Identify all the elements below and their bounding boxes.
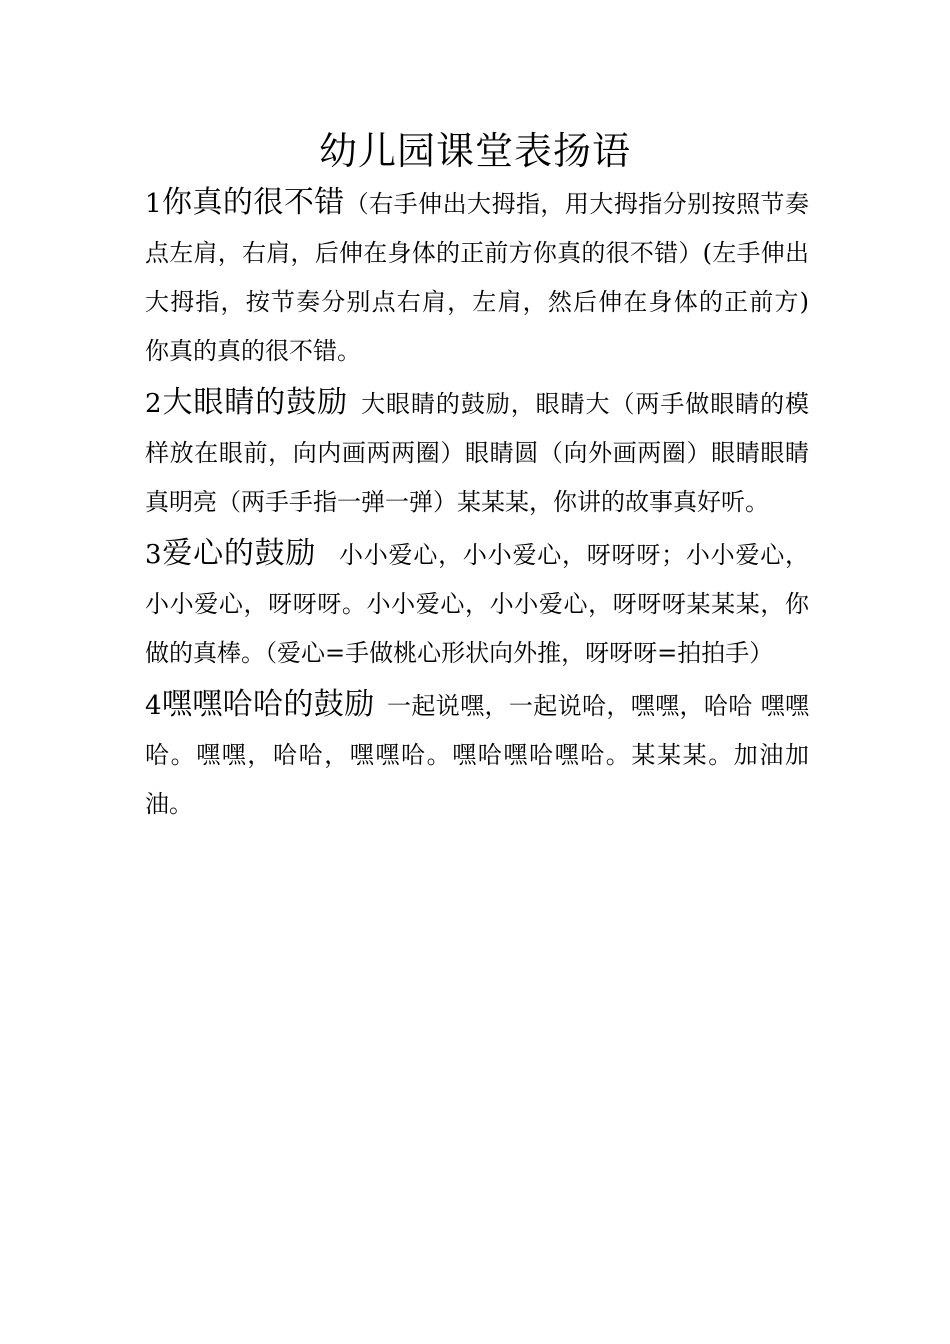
item-heading: 爱心的鼓励 (161, 536, 317, 571)
praise-item-3 (145, 529, 809, 678)
item-number: 2 (145, 389, 162, 419)
item-heading: 嘿嘿哈哈的鼓励 (161, 687, 375, 722)
item-heading: 你真的很不错 (161, 185, 345, 220)
item-body: 小小爱心，小小爱心，呀呀呀；小小爱心，小小爱心，呀呀呀。小小爱心，小小爱心，呀呀呀某某某，你做的真棒。（爱心=手做桃心形状向外推，呀呀呀=拍拍手） (145, 541, 810, 667)
item-number: 1 (145, 189, 162, 219)
praise-item-1 (145, 178, 809, 376)
item-body: 大眼睛的鼓励，眼睛大（两手做眼睛的模样放在眼前，向内画两两圈）眼睛圆（向外画两圈）眼睛眼睛真明亮（两手手指一弹一弹）某某某，你讲的故事真好听。 (145, 390, 810, 516)
item-heading: 大眼睛的鼓励 (161, 385, 349, 420)
item-body: 一起说嘿，一起说哈，嘿嘿，哈哈 嘿嘿哈。嘿嘿，哈哈，嘿嘿哈。嘿哈嘿哈嘿哈。某某某。加油加油。 (145, 692, 809, 818)
item-body: （右手伸出大拇指，用大拇指分别按照节奏点左肩，右肩，后伸在身体的正前方你真的很不错）(左手伸出大拇指，按节奏分别点右肩，左肩，然后伸在身体的正前方) 你真的真的很不错。 (145, 190, 810, 365)
document-body (145, 178, 809, 831)
page-title: 幼儿园课堂表扬语 (318, 129, 631, 173)
item-number: 4 (145, 691, 162, 721)
praise-item-4 (145, 680, 809, 829)
item-number: 3 (145, 540, 162, 570)
praise-item-2 (145, 378, 809, 527)
